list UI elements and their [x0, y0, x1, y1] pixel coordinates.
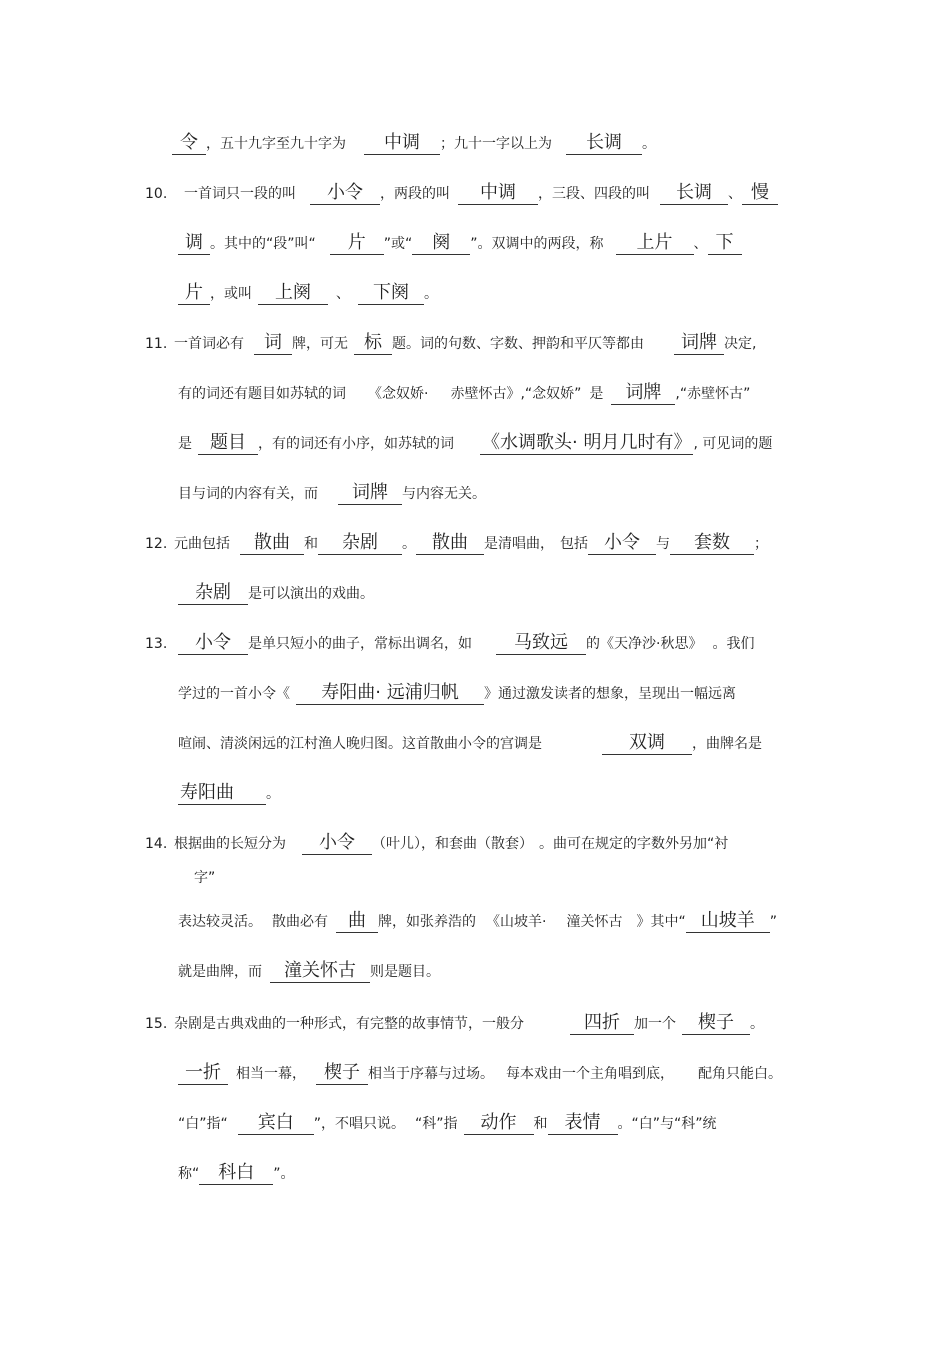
text: 题。词的句数、字数、押韵和平仄等都由 [392, 336, 644, 352]
answer-blank: 中调 [458, 182, 538, 205]
answer-blank: 词牌 [674, 332, 724, 355]
q14-line-1b [194, 868, 215, 888]
item-number: 14. [145, 836, 168, 852]
answer-blank: 双调 [602, 732, 692, 755]
text: 配角只能白。 [698, 1066, 782, 1082]
text: 、 [336, 286, 350, 302]
answer-blank: 一折 [178, 1062, 228, 1085]
text: 。其中的“段”叫“ [210, 236, 316, 252]
answer-blank: 科白 [199, 1162, 273, 1185]
answer-blank: 下阕 [358, 282, 424, 305]
answer-blank: 词 [254, 332, 292, 355]
text: ,“赤壁怀古” [675, 386, 751, 402]
q11-line-2 [178, 382, 750, 405]
text: 和 [533, 1116, 548, 1132]
answer-blank: 上阕 [258, 282, 328, 305]
q10-line-2 [178, 232, 742, 255]
text: 相当于序幕与过场。 [368, 1066, 494, 1082]
text: ； [754, 536, 768, 552]
answer-blank: 长调 [660, 182, 728, 205]
answer-blank: 调 [178, 232, 210, 255]
answer-blank: 潼关怀古 [270, 960, 370, 983]
answer-blank: 表情 [548, 1112, 618, 1135]
text: 》其中“ [636, 914, 686, 930]
text: 一首词必有 [174, 336, 244, 352]
text: 杂剧是古典戏曲的一种形式，有完整的故事情节，一般分 [174, 1016, 524, 1032]
item-number: 11. [145, 336, 168, 352]
text: ，或叫 [210, 286, 252, 302]
q9-line [172, 132, 656, 155]
answer-blank: 散曲 [416, 532, 484, 555]
text: 。 [750, 1016, 764, 1032]
item-number: 12. [145, 536, 168, 552]
answer-blank: 动作 [464, 1112, 534, 1135]
q15-line-3 [178, 1112, 717, 1135]
q11-line-3 [178, 432, 772, 455]
answer-blank: 小令 [310, 182, 380, 205]
answer-blank: 片 [178, 282, 210, 305]
item-number: 13. [145, 636, 168, 652]
text: , 可见词的题 [693, 436, 773, 452]
q13-line-2 [178, 682, 736, 705]
q10-line-3 [178, 282, 438, 305]
q12-line-1 [174, 532, 768, 555]
q13-line-1 [178, 632, 754, 655]
answer-blank: 词牌 [611, 382, 675, 405]
answer-blank: 马致远 [496, 632, 586, 655]
text: 。 [402, 536, 416, 552]
answer-blank: 寿阳曲 [178, 782, 266, 805]
text: 、 [728, 186, 742, 202]
q15-line-2 [178, 1062, 782, 1085]
text: 。 [266, 786, 280, 802]
answer-blank: 题目 [198, 432, 258, 455]
answer-blank: 片 [330, 232, 384, 255]
text: 是 [178, 436, 192, 452]
answer-blank: 慢 [742, 182, 778, 205]
text: ，三段、四段的叫 [538, 186, 650, 202]
answer-blank: 《水调歌头· 明月几时有》 [482, 432, 692, 453]
text: 称“ [178, 1166, 200, 1182]
q11-line-4 [178, 482, 486, 505]
text: 。“白”与“科”统 [617, 1116, 717, 1132]
text: 根据曲的长短分为 [174, 836, 286, 852]
text: 是 [589, 386, 604, 402]
text: ”。 [273, 1166, 295, 1182]
text: 是可以演出的戏曲。 [248, 586, 374, 602]
answer-blank: 曲 [336, 910, 378, 933]
text: 牌，如张养浩的 [378, 914, 476, 930]
answer-blank: 令 [172, 132, 206, 155]
text: 表达较灵活。 [178, 914, 262, 930]
q11-line-1 [174, 332, 756, 355]
text: ”。双调中的两段，称 [470, 236, 604, 252]
text: 。我们 [712, 636, 755, 652]
answer-blank: 楔子 [316, 1062, 368, 1085]
text: 则是题目。 [370, 964, 440, 980]
text: 。曲可在规定的字数外另加“衬 [539, 836, 729, 852]
text: ，有的词还有小序，如苏轼的词 [258, 436, 454, 452]
item-number: 10. [145, 186, 168, 202]
q13-line-4 [178, 782, 280, 805]
text: ；九十一字以上为 [440, 136, 552, 152]
q10-line-1 [184, 182, 778, 205]
text: 相当一幕， [236, 1066, 306, 1082]
text: 《念奴娇· [368, 386, 429, 402]
text: 散曲必有 [272, 914, 328, 930]
text: 。 [424, 286, 438, 302]
text: 包括 [560, 536, 588, 552]
text: 决定, [724, 336, 757, 352]
answer-blank: 小令 [178, 632, 248, 655]
text: 与 [656, 536, 670, 552]
answer-blank: 上片 [616, 232, 694, 255]
text: 是清唱曲， [484, 536, 554, 552]
answer-blank: 长调 [566, 132, 642, 155]
text: （叶儿），和套曲（散套） [372, 836, 533, 852]
text: 与内容无关。 [402, 486, 486, 502]
text: 学过的一首小令《 [178, 686, 290, 702]
answer-blank: 标 [354, 332, 392, 355]
answer-blank: 词牌 [338, 482, 402, 505]
text: 的《天净沙·秋思》 [586, 636, 703, 652]
answer-blank: 小令 [302, 832, 372, 855]
text: 《山坡羊· [486, 914, 547, 930]
answer-blank: 宾白 [238, 1112, 314, 1135]
text: 牌，可无 [292, 336, 348, 352]
text: ”或“ [383, 236, 413, 252]
q14-line-2 [178, 910, 777, 933]
answer-blank: 散曲 [240, 532, 304, 555]
text: 、 [693, 236, 708, 252]
text: ” [769, 914, 777, 930]
text: 是单只短小的曲子，常标出调名，如 [248, 636, 472, 652]
text: ，五十九字至九十字为 [206, 136, 346, 152]
q13-line-3 [178, 732, 762, 755]
text: 赤壁怀古》,“念奴娇” [450, 386, 582, 402]
q15-line-4 [178, 1162, 295, 1185]
answer-blank: 阕 [412, 232, 470, 255]
item-number: 15. [145, 1016, 168, 1032]
text: 就是曲牌，而 [178, 964, 262, 980]
q14-line-1 [174, 832, 728, 855]
text: 有的词还有题目如苏轼的词 [178, 386, 346, 402]
answer-blank: 下 [708, 232, 742, 255]
answer-blank: 中调 [364, 132, 440, 155]
answer-blank: 寿阳曲· 远浦归帆 [296, 682, 484, 705]
text: “科”指 [415, 1116, 458, 1132]
text: 字” [194, 870, 216, 886]
text: ，曲牌名是 [692, 736, 762, 752]
text: 》通过激发读者的想象，呈现出一幅远离 [484, 686, 736, 702]
text: 潼关怀古 [566, 914, 623, 930]
text: 元曲包括 [174, 536, 230, 552]
text: 和 [304, 536, 318, 552]
text: “白”指“ [178, 1116, 228, 1132]
text: 喧闹、清淡闲远的江村渔人晚归图。这首散曲小令的宫调是 [178, 736, 542, 752]
text: ”，不唱只说。 [313, 1116, 406, 1132]
answer-blank: 杂剧 [318, 532, 402, 555]
text: 一首词只一段的叫 [184, 186, 296, 202]
answer-blank: 山坡羊 [686, 910, 770, 933]
answer-blank: 套数 [670, 532, 754, 555]
text: 加一个 [634, 1016, 676, 1032]
text: 每本戏由一个主角唱到底， [506, 1066, 674, 1082]
q15-line-1 [174, 1012, 764, 1035]
text: 。 [642, 136, 656, 152]
answer-blank: 小令 [588, 532, 656, 555]
answer-blank: 楔子 [682, 1012, 750, 1035]
answer-blank: 杂剧 [178, 582, 248, 605]
answer-blank: 四折 [570, 1012, 634, 1035]
q12-line-2 [178, 582, 374, 605]
q14-line-3 [178, 960, 440, 983]
text: 目与词的内容有关，而 [178, 486, 318, 502]
text: ，两段的叫 [380, 186, 450, 202]
